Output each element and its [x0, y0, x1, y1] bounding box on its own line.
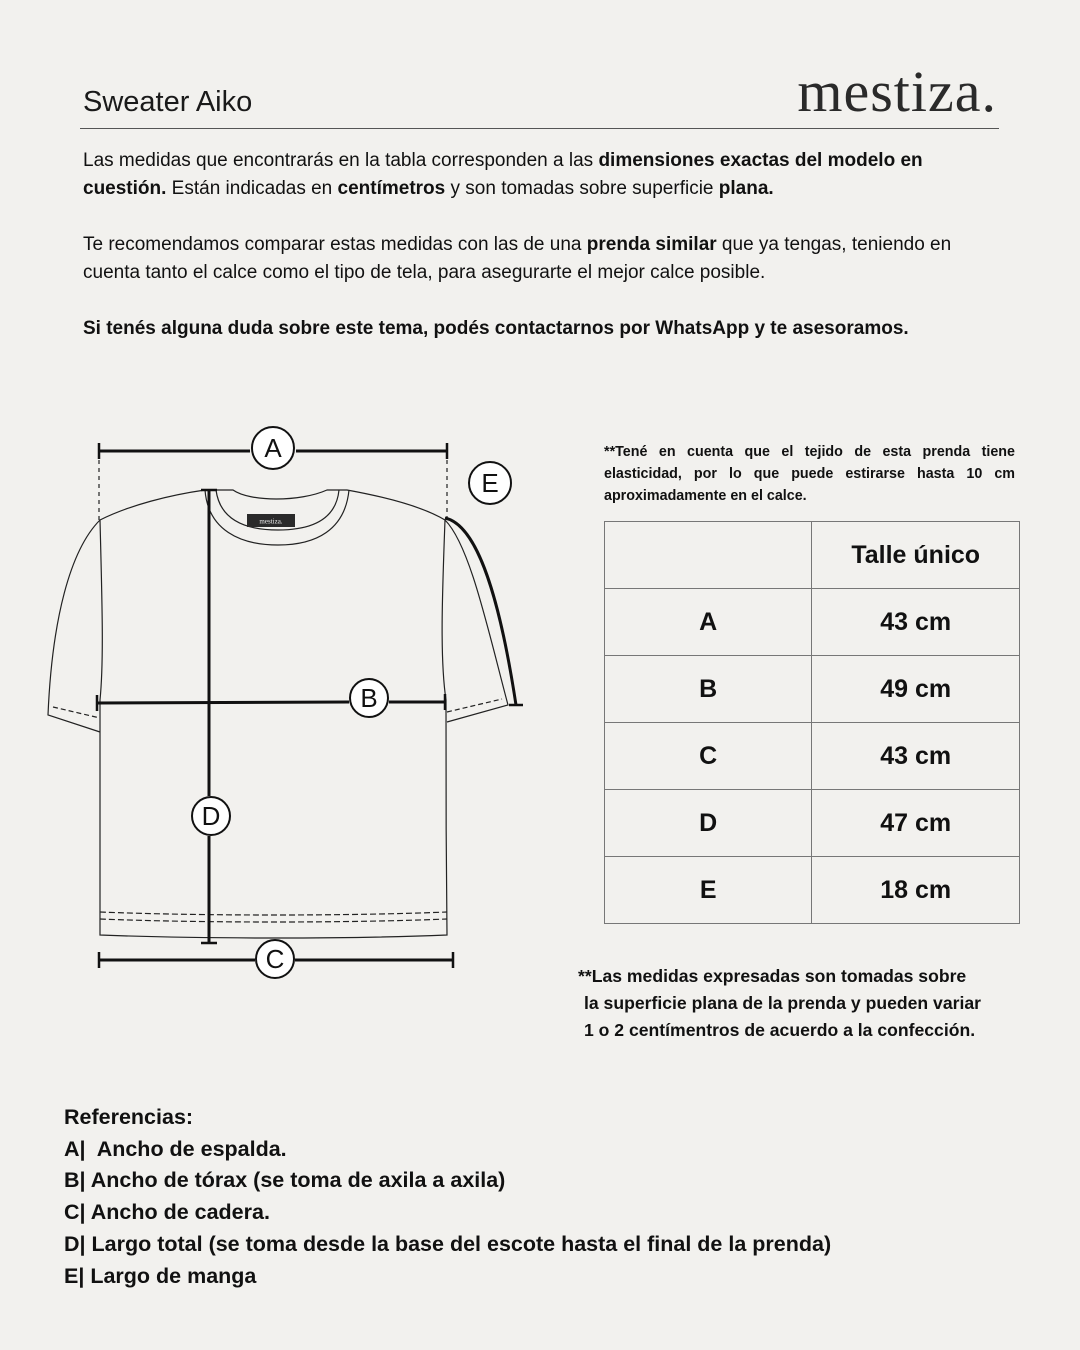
- intro-paragraph-2: Te recomendamos comparar estas medidas con las de una prenda similar que ya tengas, teniendo en cuenta tanto el calce como el tipo de tela, para asegurarte el mejor calce posible.: [83, 234, 952, 283]
- reference-item: B| Ancho de tórax (se toma de axila a axila): [64, 1168, 506, 1193]
- measurement-note-line: la superficie plana de la prenda y pueden variar: [584, 993, 981, 1013]
- elasticity-note: **Tené en cuenta que el tejido de esta prenda tiene elasticidad, por lo que puede estirarse hasta 10 cm aproximadamente en el calce.: [604, 444, 1015, 504]
- measure-line-e: [445, 518, 516, 705]
- garment-diagram: [40, 420, 540, 990]
- reference-item: D| Largo total (se toma desde la base del escote hasta el final de la prenda): [64, 1231, 832, 1256]
- table-cell-key: D: [605, 790, 812, 857]
- table-row: [605, 723, 1020, 790]
- measure-line-b: [97, 702, 445, 703]
- reference-item: A| Ancho de espalda.: [64, 1136, 287, 1161]
- header-divider: [80, 128, 999, 129]
- measurement-note: [578, 963, 1038, 1044]
- measurement-note-line: 1 o 2 centímentros de acuerdo a la confección.: [584, 1020, 976, 1040]
- brand-logo: mestiza.: [797, 59, 997, 124]
- table-row: [605, 656, 1020, 723]
- label-d: D: [201, 801, 221, 831]
- page-title: Sweater Aiko: [83, 86, 253, 118]
- contact-note: Si tenés alguna duda sobre este tema, podés contactarnos por WhatsApp y te asesoramos.: [83, 318, 909, 339]
- references-title: Referencias:: [64, 1105, 194, 1129]
- table-cell-key: B: [605, 656, 812, 723]
- intro-paragraph-1: Las medidas que encontrarás en la tabla corresponden a las dimensiones exactas del modelo en cuestión. Están indicadas en centímetros y son tomadas sobre superficie plana.: [83, 150, 923, 199]
- measurement-note-line: **Las medidas expresadas son tomadas sobre: [578, 966, 967, 986]
- table-cell-value: 43 cm: [812, 723, 1020, 790]
- label-a: A: [264, 433, 282, 463]
- table-corner-cell: [605, 522, 812, 589]
- table-cell-value: 47 cm: [812, 790, 1020, 857]
- label-c: C: [265, 944, 285, 974]
- table-cell-key: A: [605, 589, 812, 656]
- table-row: [605, 589, 1020, 656]
- table-header-row: [605, 522, 1020, 589]
- label-b: B: [360, 683, 378, 713]
- table-cell-value: 43 cm: [812, 589, 1020, 656]
- reference-item: C| Ancho de cadera.: [64, 1200, 270, 1225]
- left-sleeve: [48, 520, 100, 732]
- table-row: [605, 857, 1020, 924]
- reference-item: E| Largo de manga: [64, 1263, 257, 1288]
- table-header-size: Talle único: [812, 522, 1020, 589]
- table-cell-value: 18 cm: [812, 857, 1020, 924]
- table-cell-value: 49 cm: [812, 656, 1020, 723]
- references: [64, 1102, 1024, 1292]
- size-table: [604, 521, 1020, 924]
- garment-outline: [100, 490, 447, 938]
- table-cell-key: C: [605, 723, 812, 790]
- label-e: E: [481, 468, 499, 498]
- table-cell-key: E: [605, 857, 812, 924]
- brand-tag-text: mestiza.: [259, 517, 283, 526]
- table-row: [605, 790, 1020, 857]
